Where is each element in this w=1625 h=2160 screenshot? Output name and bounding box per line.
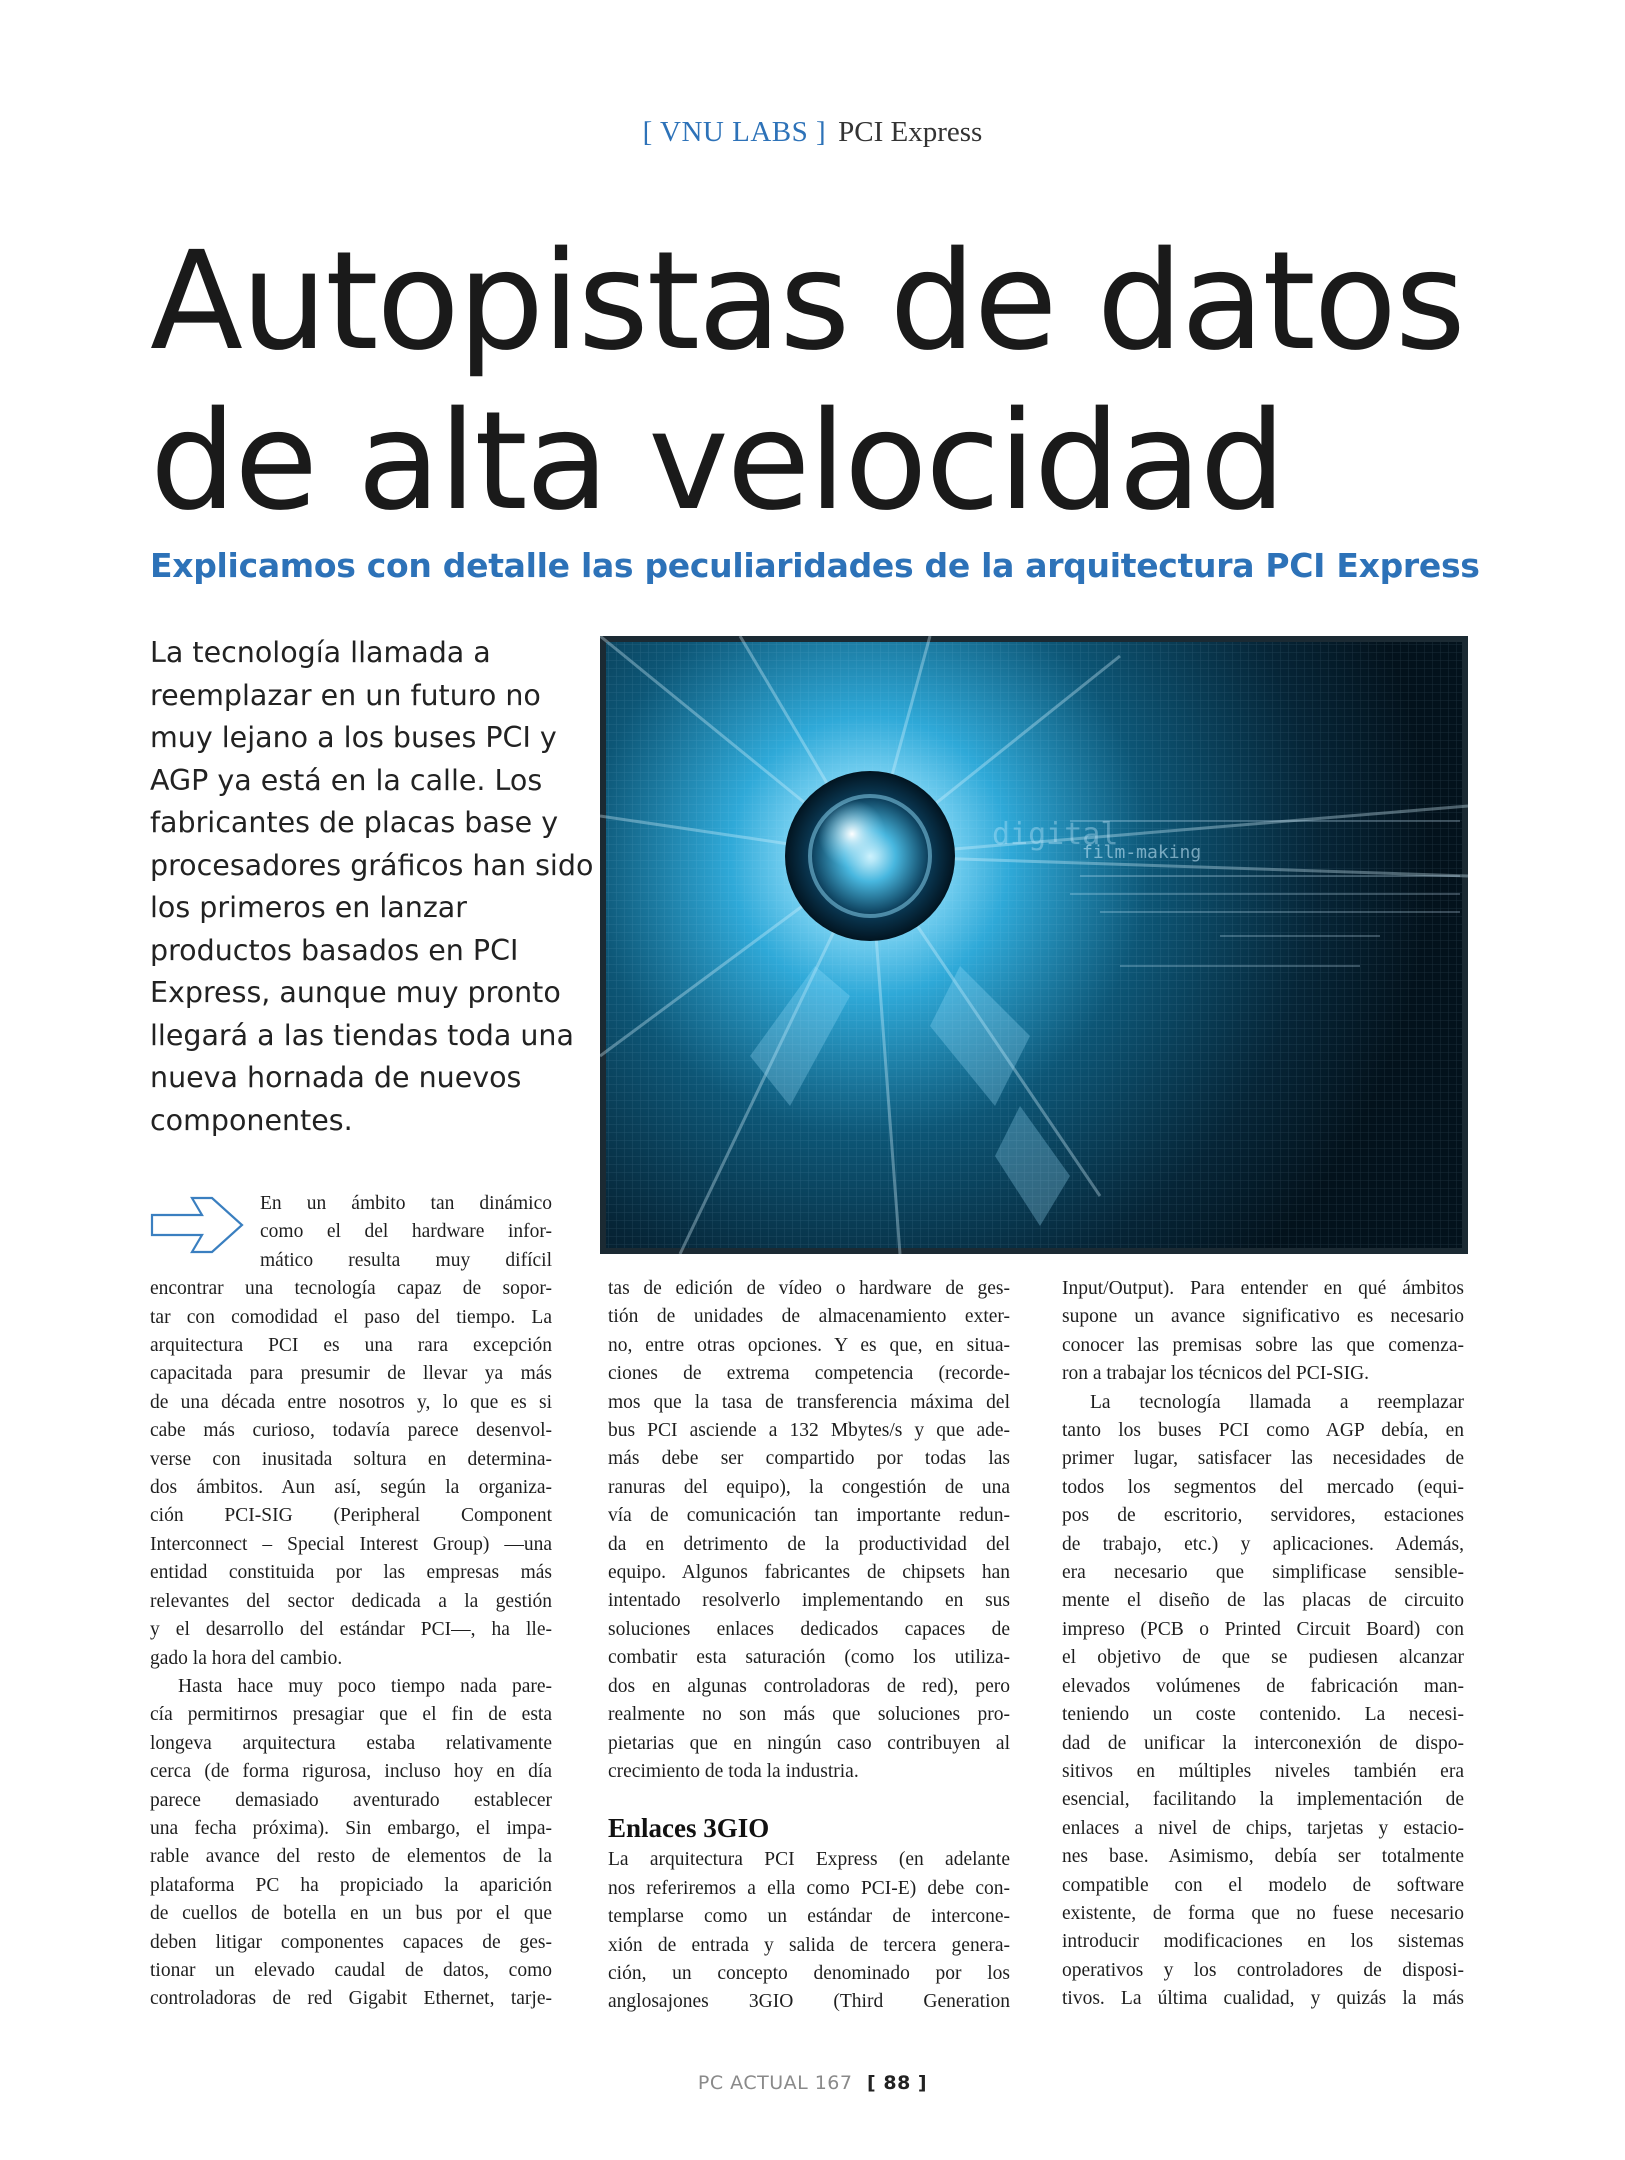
body-line: primer lugar, satisfacer las necesidades de bbox=[1062, 1448, 1464, 1470]
body-line: nes base. Asimismo, debía ser totalmente bbox=[1062, 1846, 1464, 1868]
body-line: bus PCI asciende a 132 Mbytes/s y que ade- bbox=[608, 1420, 1010, 1442]
body-line: anglosajones 3GIO (Third Generation bbox=[608, 1991, 1010, 2013]
body-line: tanto los buses PCI como AGP debía, en bbox=[1062, 1420, 1464, 1442]
body-line: existente, de forma que no fuese necesario bbox=[1062, 1902, 1464, 1924]
image-overlay-text: digital bbox=[992, 817, 1119, 852]
body-line: compatible con el modelo de software bbox=[1062, 1874, 1464, 1896]
lead-line: fabricantes de placas base y bbox=[150, 806, 559, 839]
body-line: el objetivo de que se pudiesen alcanzar bbox=[1062, 1647, 1464, 1669]
body-line: tar con comodidad el paso del tiempo. La bbox=[150, 1306, 552, 1328]
body-column-2 bbox=[608, 1275, 1010, 2017]
body-line: impreso (PCB o Printed Circuit Board) con bbox=[1062, 1618, 1464, 1640]
body-line: intentado resolverlo implementando en sus bbox=[608, 1590, 1010, 1612]
body-line: de cuellos de botella en un bus por el que bbox=[150, 1903, 552, 1925]
body-line: plataforma PC ha propiciado la aparición bbox=[150, 1874, 552, 1896]
body-line: pos de escritorio, servidores, estaciones bbox=[1062, 1505, 1464, 1527]
body-line: ciones de extrema competencia (recorde- bbox=[608, 1363, 1010, 1385]
body-line: tión de unidades de almacenamiento exter- bbox=[608, 1306, 1010, 1328]
body-line: conocer las premisas sobre las que comenza- bbox=[1062, 1334, 1464, 1356]
body-line: xión de entrada y salida de tercera genera- bbox=[608, 1934, 1010, 1956]
body-line: tionar un elevado caudal de datos, como bbox=[150, 1959, 552, 1981]
page-footer bbox=[0, 2072, 1625, 2094]
body-line: Interconnect – Special Interest Group) —una bbox=[150, 1533, 552, 1555]
body-line: cía permitirnos presagiar que el fin de esta bbox=[150, 1704, 552, 1726]
body-line: tivos. La última cualidad, y quizás la más bbox=[1062, 1988, 1464, 2010]
body-line: nos referiremos a ella como PCI-E) debe con- bbox=[608, 1877, 1010, 1899]
body-line: soluciones enlaces dedicados capaces de bbox=[608, 1618, 1010, 1640]
title-line: Autopistas de datos bbox=[150, 223, 1464, 381]
body-line: dos en algunas controladoras de red), pero bbox=[608, 1675, 1010, 1697]
body-line: realmente no son más que soluciones pro- bbox=[608, 1704, 1010, 1726]
body-line: cerca (de forma rigurosa, incluso hoy en día bbox=[150, 1761, 552, 1783]
hero-image bbox=[600, 636, 1468, 1254]
body-line: capacitada para presumir de llevar ya más bbox=[150, 1363, 552, 1385]
body-line: de una década entre nosotros y, lo que es si bbox=[150, 1391, 552, 1413]
body-line: templarse como un estándar de intercone- bbox=[608, 1906, 1010, 1928]
body-line: cabe más curioso, todavía parece desenvol- bbox=[150, 1420, 552, 1442]
body-line: elevados volúmenes de fabricación man- bbox=[1062, 1675, 1464, 1697]
lead-line: AGP ya está en la calle. Los bbox=[150, 763, 543, 797]
body-line: La tecnología llamada a reemplazar bbox=[1090, 1391, 1464, 1413]
body-line: Hasta hace muy poco tiempo nada pare- bbox=[178, 1675, 552, 1697]
body-line: de trabajo, etc.) y aplicaciones. Además, bbox=[1062, 1533, 1464, 1555]
body-line: vía de comunicación tan importante redun- bbox=[608, 1505, 1010, 1527]
body-line: tas de edición de vídeo o hardware de ges- bbox=[608, 1278, 1010, 1299]
lead-line: llegará a las tiendas toda una bbox=[150, 1018, 574, 1052]
section-label: [ VNU LABS ] bbox=[642, 116, 827, 148]
body-line: y el desarrollo del estándar PCI—, ha lle- bbox=[150, 1619, 552, 1641]
body-line: dad de unificar la interconexión de dispo- bbox=[1062, 1732, 1464, 1754]
lead-line: productos basados en PCI bbox=[150, 933, 519, 967]
lead-line: reemplazar en un futuro no bbox=[150, 678, 541, 712]
body-line: mos que la tasa de transferencia máxima del bbox=[608, 1391, 1010, 1413]
article-subtitle: Explicamos con detalle las peculiaridades de la arquitectura PCI Express bbox=[150, 546, 1480, 585]
body-line: esencial, facilitando la implementación de bbox=[1062, 1789, 1464, 1811]
body-line: operativos y los controladores de disposi- bbox=[1062, 1959, 1464, 1981]
body-line: una fecha próxima). Sin embargo, el impa- bbox=[150, 1817, 552, 1839]
body-line: pietarias que en ningún caso contribuyen al bbox=[608, 1732, 1010, 1754]
lead-paragraph bbox=[150, 632, 594, 1142]
body-line: parece demasiado aventurado establecer bbox=[150, 1789, 552, 1811]
body-line: da en detrimento de la productividad del bbox=[608, 1533, 1010, 1555]
body-line: controladoras de red Gigabit Ethernet, tarje- bbox=[150, 1988, 552, 2010]
body-line: rable avance del resto de elementos de la bbox=[150, 1846, 552, 1868]
body-line: arquitectura PCI es una rara excepción bbox=[150, 1335, 552, 1357]
section-topic: PCI Express bbox=[838, 116, 983, 148]
section-heading: Enlaces 3GIO bbox=[608, 1813, 770, 1844]
body-line: enlaces a nivel de chips, tarjetas y estacio- bbox=[1062, 1817, 1464, 1839]
article-title bbox=[150, 222, 1570, 542]
body-line: mático resulta muy difícil bbox=[260, 1249, 552, 1271]
body-line: gado la hora del cambio. bbox=[150, 1647, 343, 1669]
body-line: como el del hardware infor- bbox=[260, 1221, 552, 1243]
body-line: encontrar una tecnología capaz de sopor- bbox=[150, 1278, 552, 1300]
body-line: combatir esta saturación (como los utiliza- bbox=[608, 1647, 1010, 1669]
lead-line: los primeros en lanzar bbox=[150, 891, 467, 924]
body-line: era necesario que simplificase sensible- bbox=[1062, 1562, 1464, 1584]
body-line: En un ámbito tan dinámico bbox=[260, 1193, 552, 1214]
body-line: ción, un concepto denominado por los bbox=[608, 1962, 1010, 1984]
body-line: introducir modificaciones en los sistemas bbox=[1062, 1931, 1464, 1953]
lead-line: La tecnología llamada a bbox=[150, 636, 491, 669]
body-line: no, entre otras opciones. Y es que, en situa- bbox=[608, 1334, 1010, 1356]
body-line: La arquitectura PCI Express (en adelante bbox=[608, 1849, 1010, 1871]
body-line: todos los segmentos del mercado (equi- bbox=[1062, 1476, 1464, 1498]
body-line: sitivos en múltiples niveles también era bbox=[1062, 1760, 1464, 1782]
lead-line: procesadores gráficos han sido bbox=[150, 848, 594, 882]
body-line: equipo. Algunos fabricantes de chipsets han bbox=[608, 1562, 1010, 1584]
lead-line: nueva hornada de nuevos bbox=[150, 1061, 522, 1094]
body-line: deben litigar componentes capaces de ges- bbox=[150, 1931, 552, 1953]
body-line: dos ámbitos. Aun así, según la organiza- bbox=[150, 1477, 552, 1499]
section-header bbox=[0, 116, 1625, 149]
image-overlay-text: film-making bbox=[1082, 842, 1202, 863]
title-line: de alta velocidad bbox=[150, 383, 1284, 541]
page-number: [ 88 ] bbox=[867, 2072, 928, 2094]
body-line: más debe ser compartido por todas las bbox=[608, 1448, 1010, 1470]
lead-line: Express, aunque muy pronto bbox=[150, 976, 561, 1009]
body-line: ción PCI-SIG (Peripheral Component bbox=[150, 1505, 552, 1527]
body-line: teniendo un coste contenido. La necesi- bbox=[1062, 1704, 1464, 1726]
body-line: mente el diseño de las placas de circuito bbox=[1062, 1590, 1464, 1612]
body-line: ron a trabajar los técnicos del PCI-SIG. bbox=[1062, 1363, 1370, 1385]
body-line: crecimiento de toda la industria. bbox=[608, 1760, 859, 1782]
body-line: ranuras del equipo), la congestión de una bbox=[608, 1476, 1010, 1498]
body-line: relevantes del sector dedicada a la gestión bbox=[150, 1590, 552, 1612]
body-column-1 bbox=[150, 1190, 552, 2014]
lead-line: componentes. bbox=[150, 1103, 353, 1137]
body-line: longeva arquitectura estaba relativamente bbox=[150, 1732, 552, 1754]
body-column-3 bbox=[1062, 1275, 1464, 2014]
body-line: entidad constituida por las empresas más bbox=[150, 1562, 552, 1584]
body-line: supone un avance significativo es necesario bbox=[1062, 1306, 1464, 1328]
body-line: Input/Output). Para entender en qué ámbitos bbox=[1062, 1278, 1464, 1299]
body-line: verse con inusitada soltura en determina- bbox=[150, 1448, 552, 1470]
lead-line: muy lejano a los buses PCI y bbox=[150, 721, 557, 754]
magazine-issue: PC ACTUAL 167 bbox=[697, 2072, 853, 2094]
